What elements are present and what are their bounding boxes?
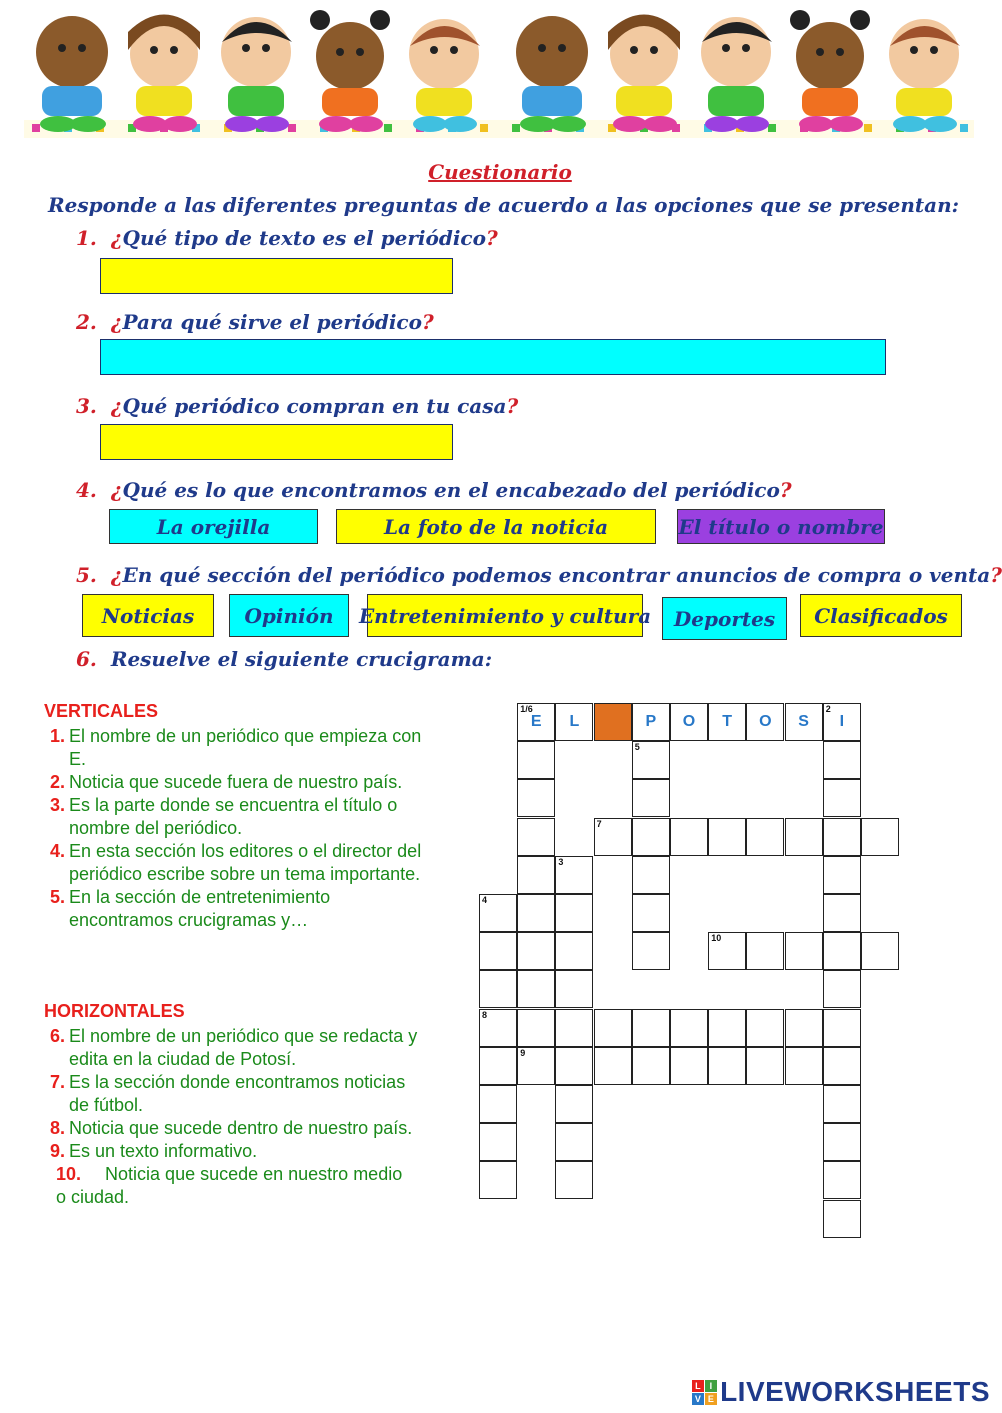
crossword-cell[interactable] [632, 932, 670, 970]
answer-2-input[interactable] [100, 339, 886, 375]
crossword-cell[interactable] [708, 1047, 746, 1085]
clue-v5: 5. En la sección de entretenimiento encontramos crucigramas y… [50, 887, 331, 930]
liveworksheets-logo-icon: L I V E [692, 1380, 717, 1405]
crossword-cell[interactable] [670, 818, 708, 856]
crossword-cell[interactable] [479, 932, 517, 970]
crossword-cell[interactable] [632, 703, 670, 741]
crossword-cell[interactable] [632, 779, 670, 817]
crossword-letter: T [722, 713, 733, 730]
kids-banner-image [24, 2, 974, 138]
crossword-cell[interactable] [785, 818, 823, 856]
crossword-cell[interactable] [479, 1009, 517, 1047]
crossword-cell[interactable] [517, 818, 555, 856]
crossword-cell[interactable] [746, 703, 784, 741]
crossword-letter: I [839, 713, 845, 730]
clue-h7: 7. Es la sección donde encontramos noticias de fútbol. [50, 1072, 406, 1115]
crossword-cell[interactable] [479, 1161, 517, 1199]
crossword-cell[interactable] [823, 856, 861, 894]
crossword-cell[interactable] [823, 779, 861, 817]
q4-option-titulo[interactable]: El título o nombre [677, 509, 885, 544]
crossword-cell[interactable] [670, 1047, 708, 1085]
verticales-clues [44, 700, 424, 932]
crossword-cell[interactable] [861, 818, 899, 856]
crossword-cell[interactable] [785, 1047, 823, 1085]
crossword-clue-number: 5 [634, 742, 640, 753]
crossword-clue-number: 7 [596, 818, 602, 829]
crossword-cell[interactable] [823, 932, 861, 970]
instructions: Responde a las diferentes preguntas de acuerdo a las opciones que se presentan: [48, 193, 960, 217]
crossword-clue-number: 3 [558, 856, 564, 867]
verticales-heading: VERTICALES [44, 701, 159, 721]
crossword-cell[interactable] [517, 970, 555, 1008]
crossword-cell[interactable] [555, 1047, 593, 1085]
clue-v2: 2. Noticia que sucede fuera de nuestro país. [50, 772, 403, 792]
crossword-cell[interactable] [708, 932, 746, 970]
q5-option-clasificados[interactable]: Clasificados [800, 594, 962, 637]
crossword-cell[interactable] [517, 1009, 555, 1047]
clue-h8: 8. Noticia que sucede dentro de nuestro país. [50, 1118, 413, 1138]
crossword-cell-blocked [594, 703, 632, 741]
crossword-cell[interactable] [479, 1085, 517, 1123]
crossword-cell[interactable] [823, 894, 861, 932]
crossword-letter: L [569, 713, 580, 730]
q4-option-orejilla[interactable]: La orejilla [109, 509, 318, 544]
crossword-cell[interactable] [594, 818, 632, 856]
q5-option-noticias[interactable]: Noticias [82, 594, 214, 637]
crossword-cell[interactable] [517, 894, 555, 932]
question-1: 1. ¿Qué tipo de texto es el periódico? [76, 226, 498, 250]
crossword-cell[interactable] [746, 1047, 784, 1085]
crossword-cell[interactable] [670, 1009, 708, 1047]
crossword-cell[interactable] [785, 932, 823, 970]
crossword-cell[interactable] [823, 970, 861, 1008]
crossword-cell[interactable] [555, 932, 593, 970]
crossword-letter: O [682, 713, 696, 730]
crossword-cell[interactable] [746, 1009, 784, 1047]
horizontales-clues [44, 1000, 424, 1209]
crossword-cell[interactable] [555, 1085, 593, 1123]
crossword-cell[interactable] [708, 818, 746, 856]
clue-h9: 9. Es un texto informativo. [50, 1141, 258, 1161]
crossword-cell[interactable] [823, 818, 861, 856]
crossword-cell[interactable] [555, 1123, 593, 1161]
crossword-letter: S [798, 713, 809, 730]
crossword-cell[interactable] [632, 818, 670, 856]
page-title: Cuestionario [428, 160, 572, 184]
crossword-cell[interactable] [670, 703, 708, 741]
clue-v3: 3. Es la parte donde se encuentra el título o nombre del periódico. [50, 795, 398, 838]
answer-3-input[interactable] [100, 424, 453, 460]
crossword-cell[interactable] [823, 703, 861, 741]
crossword-cell[interactable] [517, 779, 555, 817]
crossword-cell[interactable] [555, 970, 593, 1008]
clue-v1: 1. El nombre de un periódico que empieza con E. [50, 726, 422, 769]
clue-v4: 4. En esta sección los editores o el director del periódico escribe sobre un tema importante. [50, 841, 422, 884]
crossword-cell[interactable] [555, 703, 593, 741]
clue-h10: 10. Noticia que sucede en nuestro medio o ciudad. [56, 1164, 403, 1207]
crossword-clue-number: 9 [520, 1047, 526, 1058]
crossword-cell[interactable] [479, 1123, 517, 1161]
answer-1-input[interactable] [100, 258, 453, 294]
crossword-cell[interactable] [555, 894, 593, 932]
crossword-cell[interactable] [746, 932, 784, 970]
crossword-cell[interactable] [632, 856, 670, 894]
crossword-cell[interactable] [555, 1161, 593, 1199]
crossword-cell[interactable] [823, 1047, 861, 1085]
crossword-cell[interactable] [517, 932, 555, 970]
crossword-cell[interactable] [823, 1085, 861, 1123]
crossword-cell[interactable] [823, 1161, 861, 1199]
crossword-clue-number: 1/6 [520, 704, 533, 714]
crossword-cell[interactable] [594, 1009, 632, 1047]
crossword-cell[interactable] [517, 1047, 555, 1085]
crossword-cell[interactable] [823, 741, 861, 779]
crossword-cell[interactable] [823, 1009, 861, 1047]
crossword-cell[interactable] [479, 1047, 517, 1085]
crossword-letter: P [645, 713, 657, 730]
crossword-cell[interactable] [517, 703, 555, 741]
crossword-letter: E [530, 713, 542, 730]
question-6: 6. Resuelve el siguiente crucigrama: [76, 647, 493, 671]
crossword-cell[interactable] [785, 703, 823, 741]
crossword-cell[interactable] [479, 970, 517, 1008]
crossword-cell[interactable] [632, 894, 670, 932]
crossword-cell[interactable] [594, 1047, 632, 1085]
clue-h6: 6. El nombre de un periódico que se redacta y edita en la ciudad de Potosí. [50, 1026, 418, 1069]
crossword-letter: O [759, 713, 772, 730]
liveworksheets-brand: L I V E LIVEWORKSHEETS [692, 1376, 990, 1408]
question-2: 2. ¿Para qué sirve el periódico? [76, 310, 434, 334]
crossword-cell[interactable] [861, 932, 899, 970]
crossword-cell[interactable] [823, 1123, 861, 1161]
q5-option-entretenimiento[interactable]: Entretenimiento y cultura [367, 594, 643, 637]
crossword-clue-number: 10 [711, 933, 722, 944]
crossword-cell[interactable] [823, 1200, 861, 1238]
crossword-clue-number: 4 [482, 895, 488, 905]
q4-option-foto[interactable]: La foto de la noticia [336, 509, 656, 544]
crossword-clue-number: 2 [825, 704, 831, 714]
crossword-cell[interactable] [517, 856, 555, 894]
crossword-cell[interactable] [517, 741, 555, 779]
q5-option-deportes[interactable]: Deportes [662, 597, 787, 640]
crossword-clue-number: 8 [482, 1009, 488, 1020]
question-5: 5. ¿En qué sección del periódico podemos encontrar anuncios de compra o venta? [76, 563, 1002, 587]
crossword-cell[interactable] [708, 1009, 746, 1047]
crossword-cell[interactable] [632, 1009, 670, 1047]
crossword-cell[interactable] [632, 1047, 670, 1085]
crossword-cell[interactable] [555, 1009, 593, 1047]
horizontales-heading: HORIZONTALES [44, 1001, 185, 1021]
crossword-cell[interactable] [479, 894, 517, 932]
crossword-cell[interactable] [746, 818, 784, 856]
crossword-cell[interactable] [708, 703, 746, 741]
question-4: 4. ¿Qué es lo que encontramos en el encabezado del periódico? [76, 478, 792, 502]
crossword-cell[interactable] [632, 741, 670, 779]
crossword-cell[interactable] [555, 856, 593, 894]
q5-option-opinion[interactable]: Opinión [229, 594, 349, 637]
question-3: 3. ¿Qué periódico compran en tu casa? [76, 394, 519, 418]
crossword-cell[interactable] [785, 1009, 823, 1047]
